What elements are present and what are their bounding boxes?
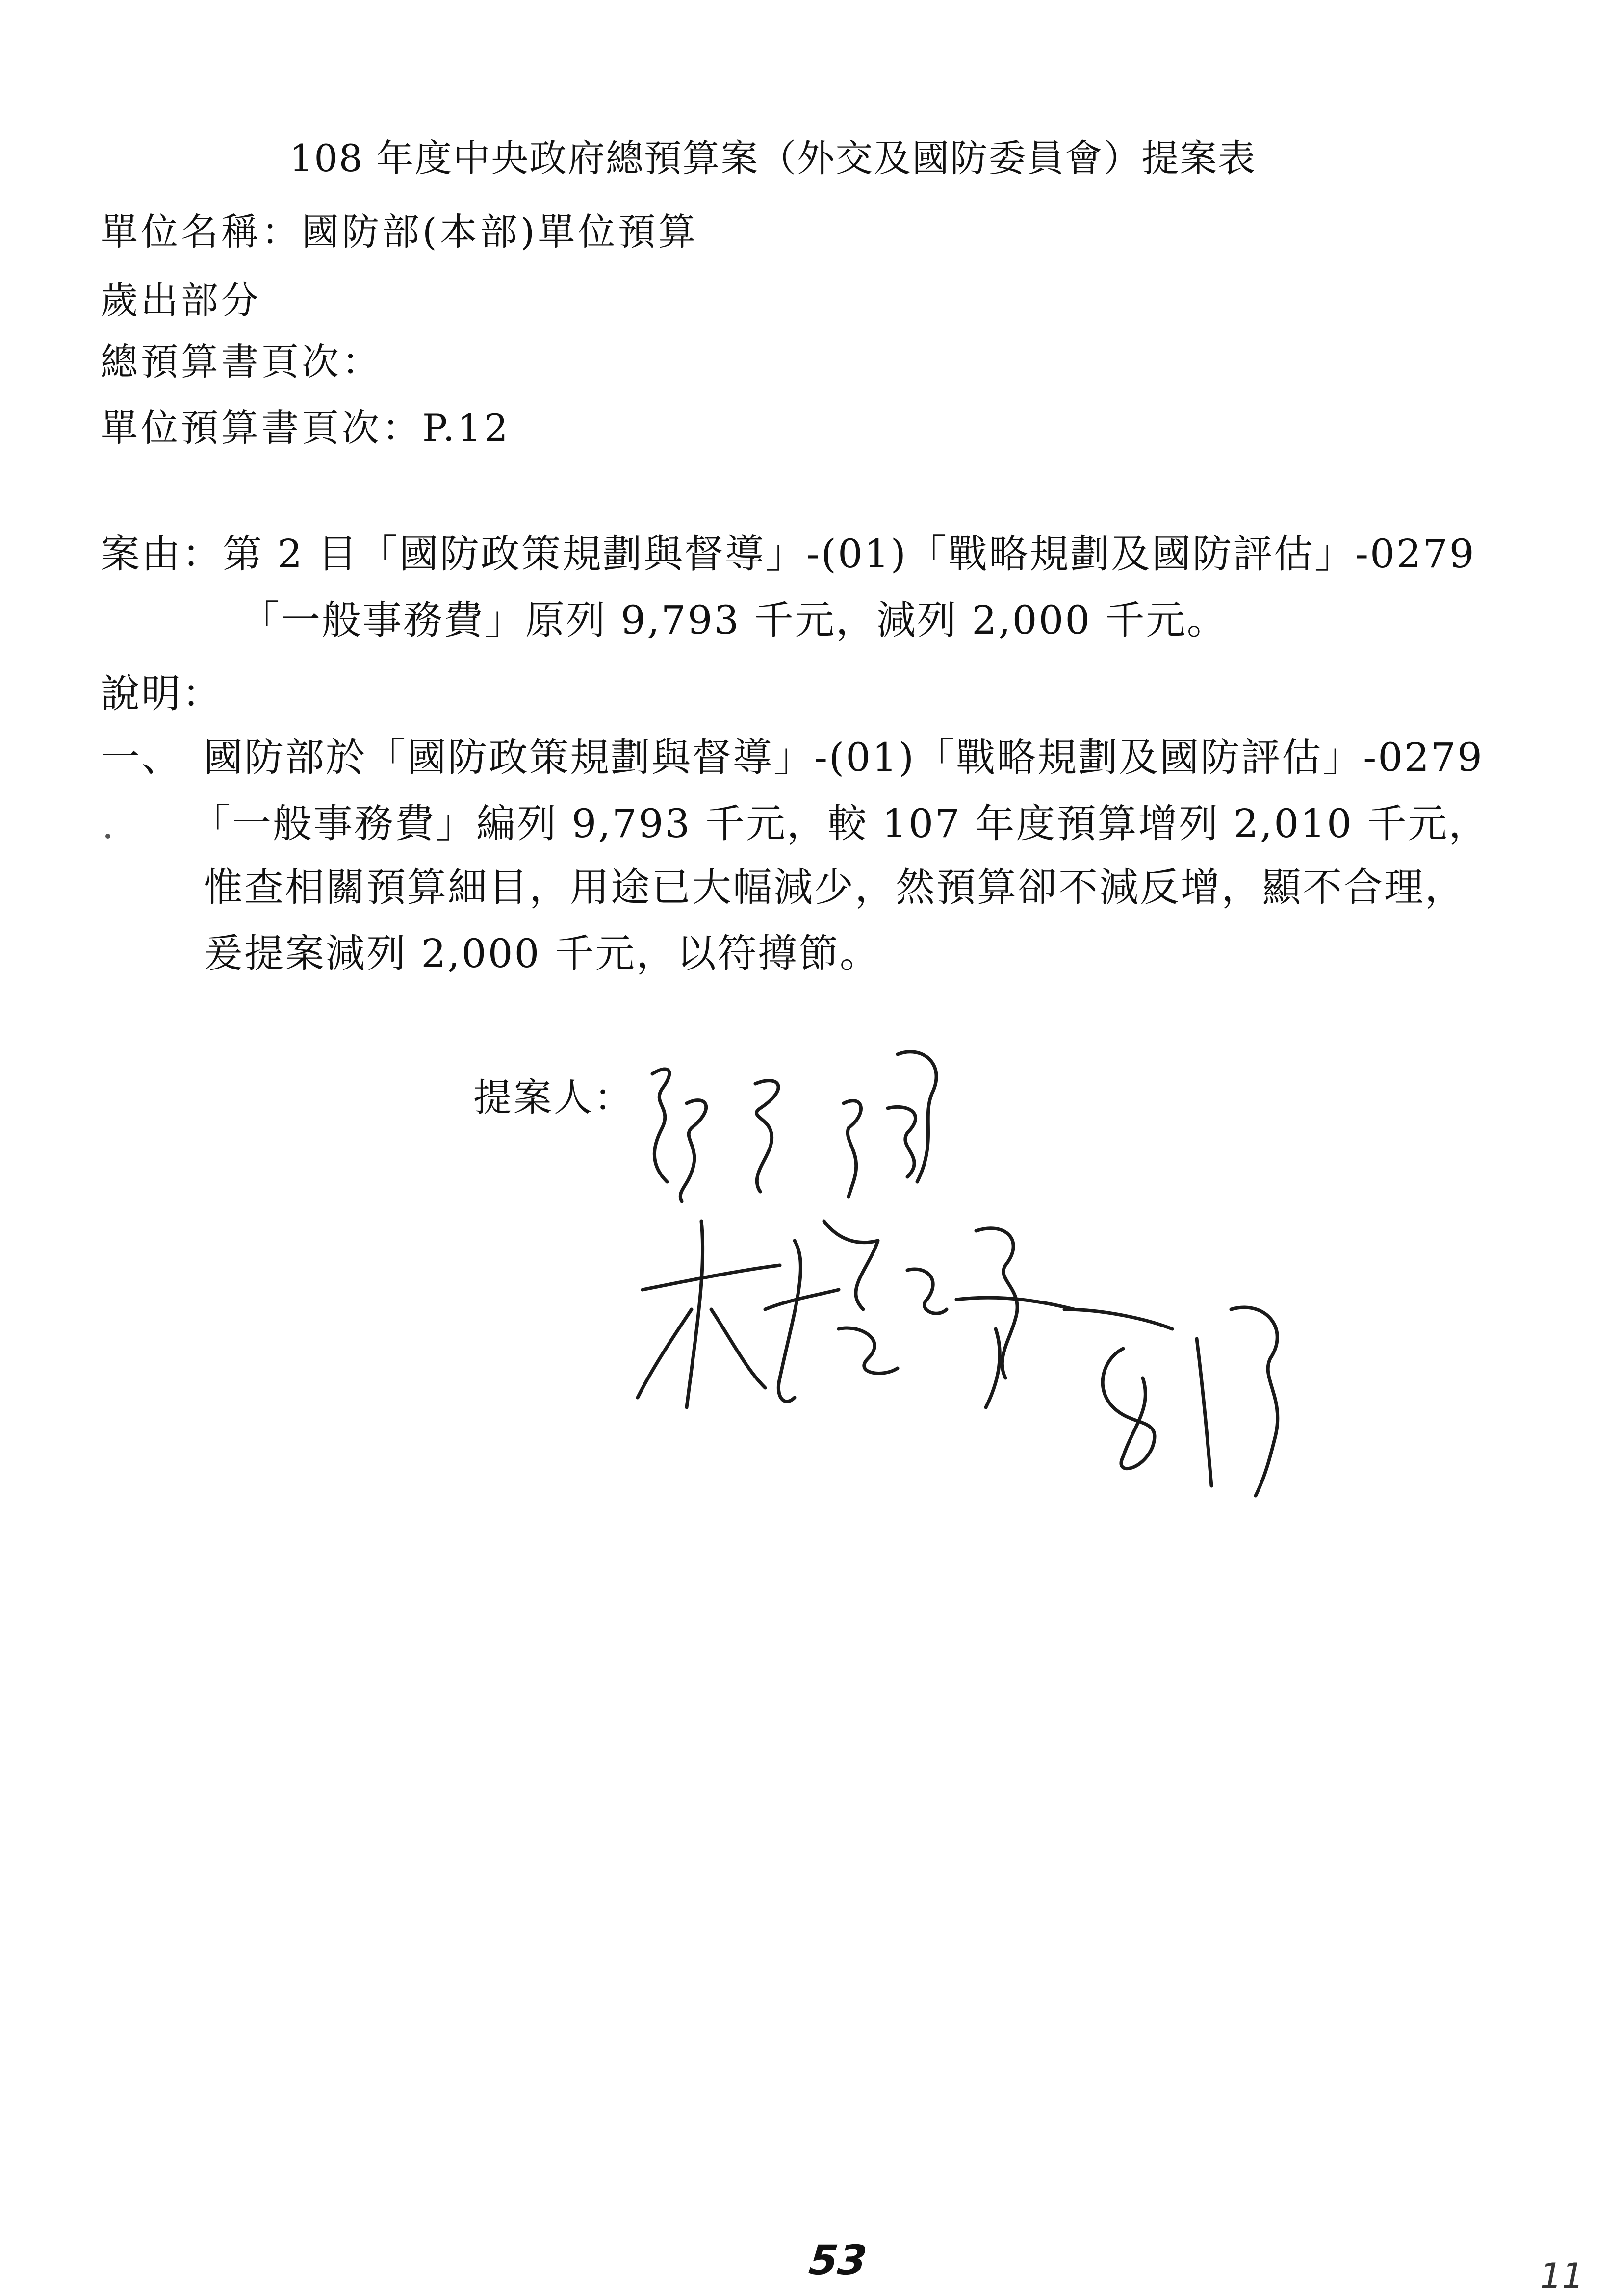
total-budget-page: 總預算書頁次： — [101, 340, 382, 383]
scan-speck — [105, 834, 110, 839]
document-title: 108 年度中央政府總預算案（外交及國防委員會）提案表 — [289, 136, 1257, 180]
unit-name: 單位名稱：國防部(本部)單位預算 — [101, 210, 699, 254]
item-line-2: 「一般事務費」編列 9,793 千元，較 107 年度預算增列 2,010 千元， — [191, 801, 1490, 846]
unit-budget-page: 單位預算書頁次：P.12 — [101, 406, 511, 450]
page-number: 53 — [806, 2236, 870, 2284]
case-line-1: 案由：第 2 目「國防政策規劃與督導」-(01)「戰略規劃及國防評估」-0279 — [101, 531, 1476, 577]
item-line-4: 爰提案減列 2,000 千元，以符撙節。 — [204, 931, 880, 976]
section-label: 歲出部分 — [101, 279, 261, 322]
case-line-2: 「一般事務費」原列 9,793 千元，減列 2,000 千元。 — [240, 597, 1228, 643]
handwritten-signatures — [633, 1035, 1310, 1515]
item-number: 一、 — [101, 735, 182, 780]
corner-mark: 11 — [1540, 2256, 1584, 2296]
item-line-3: 惟查相關預算細目，用途已大幅減少，然預算卻不減反增，顯不合理， — [204, 865, 1466, 910]
item-line-1: 國防部於「國防政策規劃與督導」-(01)「戰略規劃及國防評估」-0279 — [204, 735, 1484, 780]
explanation-label: 說明： — [101, 671, 223, 716]
proposer-label: 提案人： — [473, 1076, 635, 1120]
